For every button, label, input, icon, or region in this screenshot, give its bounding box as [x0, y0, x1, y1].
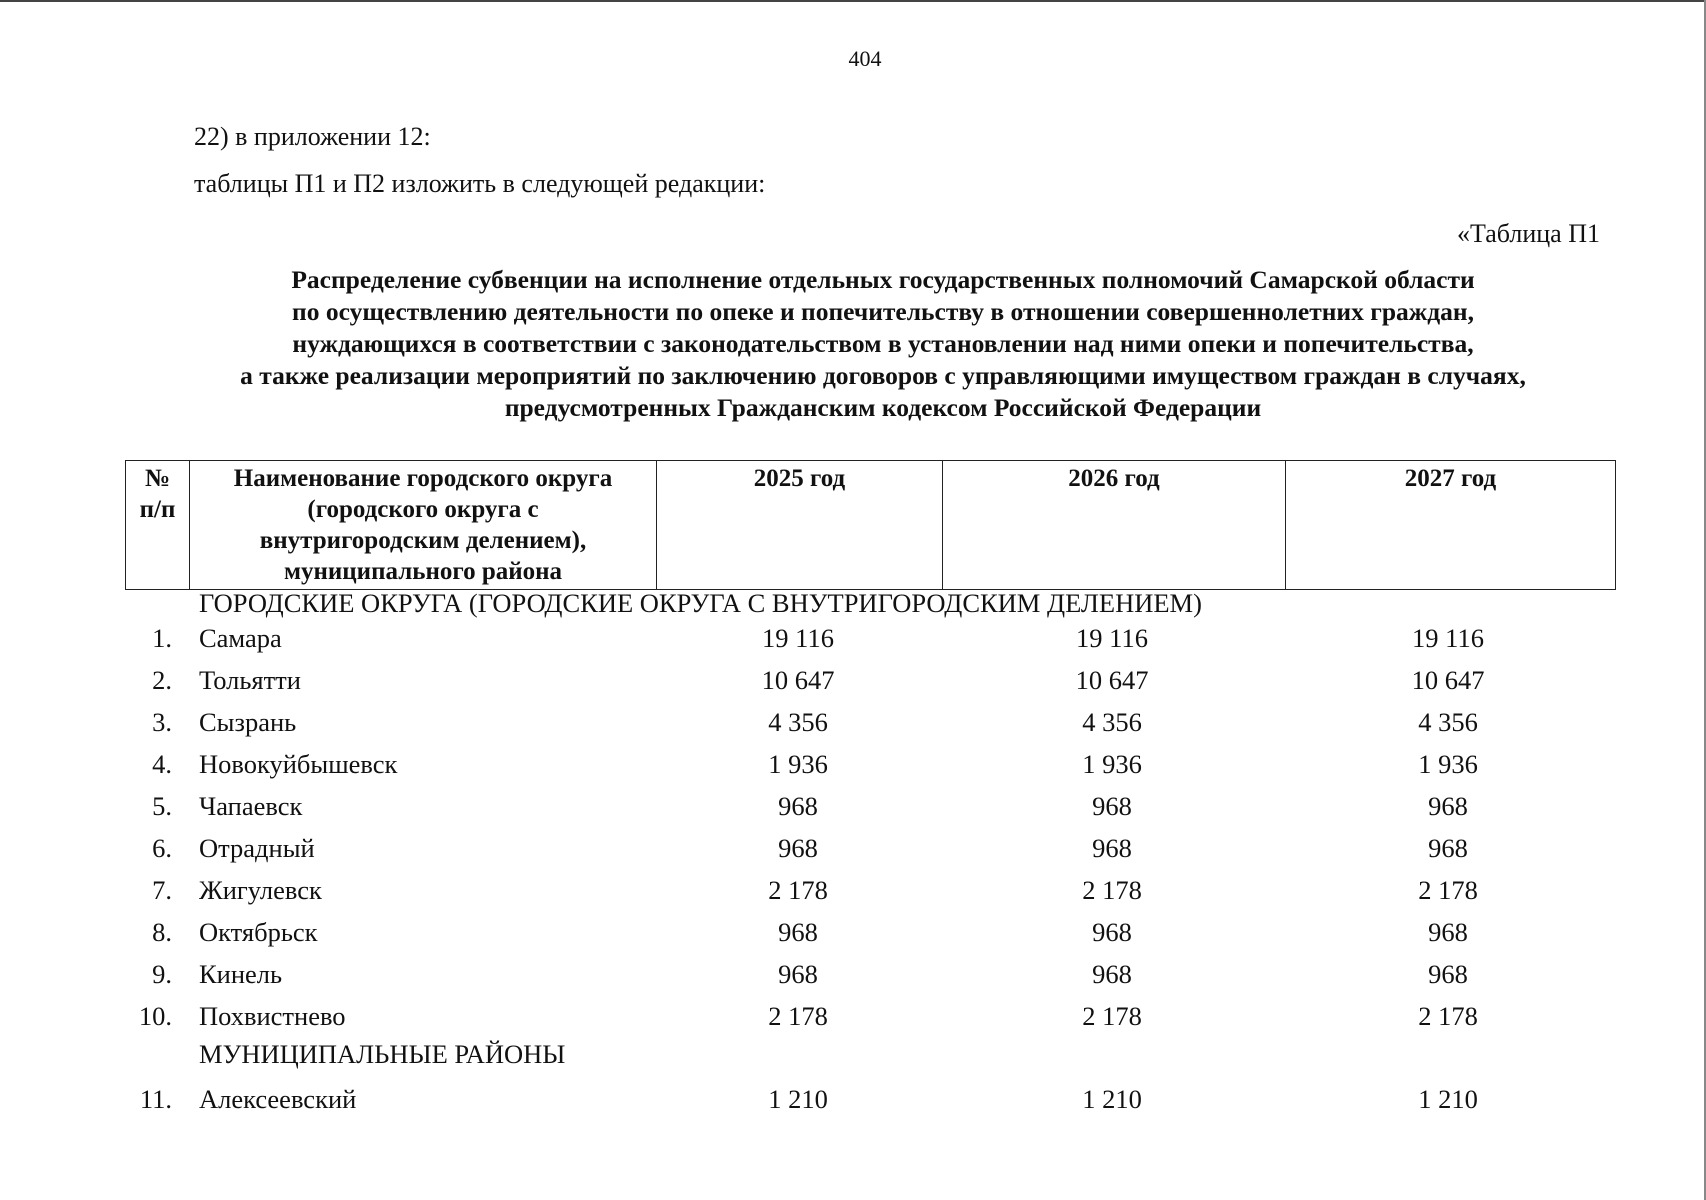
row-value-2025: 2 178	[768, 875, 828, 905]
row-value-2026: 1 210	[1082, 1084, 1142, 1114]
row-number: 1.	[152, 623, 172, 653]
table-row	[0, 959, 1706, 999]
header-name-line-1: Наименование городского округа	[233, 465, 613, 492]
row-value-2027: 2 178	[1418, 875, 1478, 905]
row-number: 2.	[152, 665, 172, 695]
row-value-2027: 10 647	[1411, 665, 1485, 695]
table-row	[0, 665, 1706, 705]
table-row	[0, 791, 1706, 831]
row-value-2025: 968	[778, 791, 818, 821]
row-value-2025: 1 936	[768, 749, 828, 779]
row-value-2026: 4 356	[1082, 707, 1142, 737]
row-value-2026: 1 936	[1082, 749, 1142, 779]
section-heading-city-districts: ГОРОДСКИЕ ОКРУГА (ГОРОДСКИЕ ОКРУГА С ВНУТРИГОРОДСКИМ ДЕЛЕНИЕМ)	[199, 588, 1202, 618]
row-number: 3.	[152, 707, 172, 737]
title-line-3: нуждающихся в соответствии с законодательством в установлении над ними опеки и попечительства,	[292, 329, 1474, 358]
row-value-2027: 968	[1428, 959, 1468, 989]
title-line-1: Распределение субвенции на исполнение отдельных государственных полномочий Самарской области	[291, 265, 1475, 294]
row-name: Сызрань	[199, 707, 297, 737]
row-value-2026: 968	[1092, 959, 1132, 989]
row-name: Жигулевск	[199, 875, 322, 905]
page-number: 404	[848, 46, 882, 71]
header-number-line-2: п/п	[139, 496, 176, 523]
row-value-2025: 19 116	[762, 623, 834, 653]
table-row	[0, 707, 1706, 747]
row-value-2027: 19 116	[1412, 623, 1484, 653]
row-value-2026: 2 178	[1082, 1001, 1142, 1031]
row-name: Похвистнево	[199, 1001, 346, 1031]
row-number: 11.	[139, 1084, 172, 1114]
row-value-2025: 2 178	[768, 1001, 828, 1031]
row-number: 6.	[152, 833, 172, 863]
row-name: Октябрьск	[199, 917, 318, 947]
title-line-4: а также реализации мероприятий по заключению договоров с управляющими имуществом граждан в случаях,	[240, 361, 1526, 390]
row-name: Тольятти	[199, 665, 301, 695]
header-2026: 2026 год	[943, 461, 1286, 590]
header-number	[126, 461, 190, 590]
row-name: Самара	[199, 623, 282, 653]
table-row	[0, 875, 1706, 915]
row-number: 10.	[138, 1001, 172, 1031]
header-name	[190, 461, 657, 590]
row-value-2026: 968	[1092, 833, 1132, 863]
row-name: Чапаевск	[199, 791, 303, 821]
row-number: 7.	[152, 875, 172, 905]
document-title	[0, 264, 1706, 424]
row-value-2027: 2 178	[1418, 1001, 1478, 1031]
row-value-2027: 968	[1428, 791, 1468, 821]
table-row	[0, 749, 1706, 789]
title-line-5: предусмотренных Гражданским кодексом Российской Федерации	[504, 393, 1262, 422]
row-value-2025: 10 647	[761, 665, 835, 695]
row-name: Кинель	[199, 959, 283, 989]
section-heading-municipal-districts: МУНИЦИПАЛЬНЫЕ РАЙОНЫ	[199, 1039, 566, 1069]
row-value-2027: 968	[1428, 833, 1468, 863]
row-value-2026: 968	[1092, 917, 1132, 947]
header-2027: 2027 год	[1286, 461, 1616, 590]
table-row	[0, 917, 1706, 957]
header-number-line-1: №	[144, 465, 171, 492]
row-value-2027: 968	[1428, 917, 1468, 947]
row-number: 8.	[152, 917, 172, 947]
row-value-2026: 19 116	[1076, 623, 1148, 653]
row-value-2027: 1 936	[1418, 749, 1478, 779]
table-reference: «Таблица П1	[1457, 219, 1600, 248]
table-row	[0, 833, 1706, 873]
table-row	[0, 1001, 1706, 1041]
row-value-2026: 10 647	[1075, 665, 1149, 695]
row-value-2027: 1 210	[1418, 1084, 1478, 1114]
row-name: Отрадный	[199, 833, 315, 863]
row-value-2025: 968	[778, 959, 818, 989]
intro-line-2: таблицы П1 и П2 изложить в следующей редакции:	[194, 169, 766, 198]
row-number: 4.	[152, 749, 172, 779]
table-row	[0, 623, 1706, 663]
row-number: 9.	[152, 959, 172, 989]
intro-line-1: 22) в приложении 12:	[194, 122, 431, 151]
row-value-2025: 968	[778, 833, 818, 863]
header-name-line-2: (городского округа с	[307, 496, 539, 523]
header-2025: 2025 год	[657, 461, 943, 590]
row-name: Новокуйбышевск	[199, 749, 398, 779]
row-number: 5.	[152, 791, 172, 821]
title-line-2: по осуществлению деятельности по опеке и попечительству в отношении совершеннолетних граждан,	[292, 297, 1474, 326]
page-border-top	[0, 0, 1706, 2]
row-value-2027: 4 356	[1418, 707, 1478, 737]
row-value-2025: 1 210	[768, 1084, 828, 1114]
row-name: Алексеевский	[199, 1084, 357, 1114]
header-name-line-4: муниципального района	[283, 558, 563, 585]
table-header	[125, 460, 1616, 590]
row-value-2026: 2 178	[1082, 875, 1142, 905]
header-name-line-3: внутригородским делением),	[259, 527, 587, 554]
row-value-2025: 968	[778, 917, 818, 947]
row-value-2025: 4 356	[768, 707, 828, 737]
row-value-2026: 968	[1092, 791, 1132, 821]
table-row	[0, 1084, 1706, 1124]
